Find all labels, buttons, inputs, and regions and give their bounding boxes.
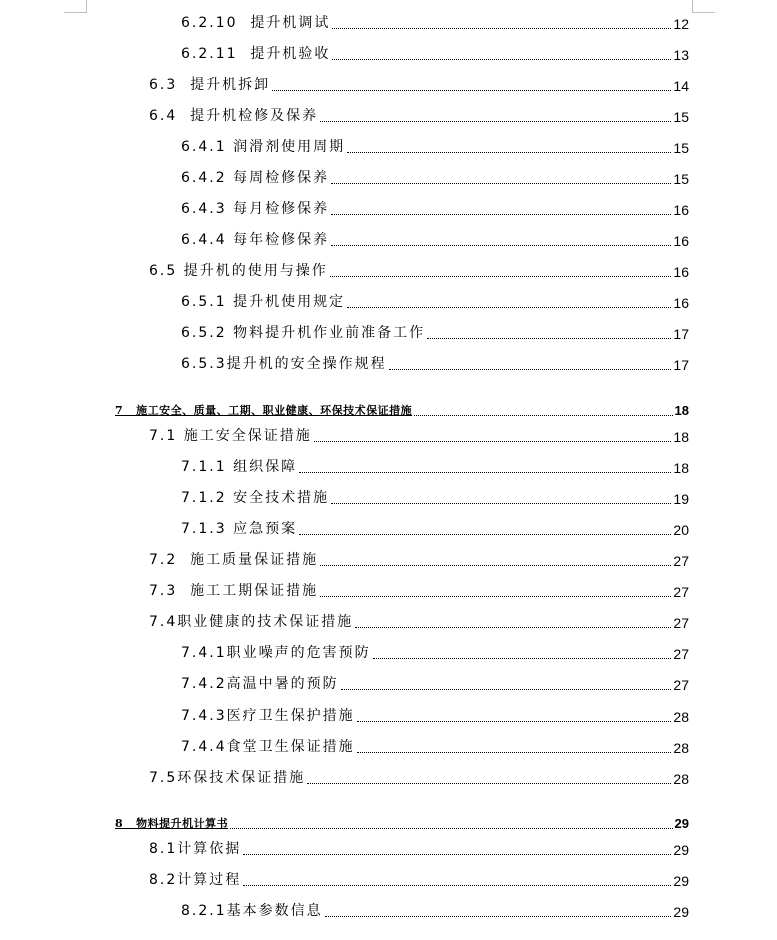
toc-entry[interactable] — [181, 736, 689, 756]
toc-entry-page: 28 — [673, 740, 689, 756]
toc-entry[interactable] — [181, 322, 689, 342]
toc-entry[interactable] — [149, 260, 689, 280]
toc-entry[interactable] — [149, 611, 689, 631]
toc-entry-label: 6.2.10 提升机调试 — [181, 15, 331, 31]
toc-entry-page: 27 — [673, 677, 689, 693]
toc-entry-page: 28 — [673, 709, 689, 725]
toc-leader — [332, 58, 671, 60]
toc-entry[interactable] — [181, 456, 689, 476]
toc-entry-label: 6.5.3提升机的安全操作规程 — [181, 356, 387, 372]
toc-entry-label: 7.4职业健康的技术保证措施 — [149, 614, 354, 630]
toc-leader — [320, 564, 671, 566]
toc-entry-label: 7.1.3 应急预案 — [181, 521, 298, 537]
toc-entry-page: 17 — [673, 326, 689, 342]
toc-leader — [331, 213, 671, 215]
toc-entry-page: 16 — [673, 295, 689, 311]
toc-entry[interactable] — [181, 43, 689, 63]
toc-entry-page: 14 — [673, 78, 689, 94]
toc-entry-label: 6.5.2 物料提升机作业前准备工作 — [181, 325, 426, 341]
toc-leader — [299, 471, 671, 473]
toc-entry-page: 29 — [674, 816, 689, 831]
toc-entry-label: 6.2.11 提升机验收 — [181, 46, 331, 62]
toc-leader — [299, 533, 671, 535]
toc-entry[interactable] — [149, 838, 689, 858]
toc-entry[interactable] — [149, 74, 689, 94]
toc-entry[interactable] — [149, 580, 689, 600]
toc-entry[interactable] — [181, 12, 689, 32]
toc-entry-label: 8 物料提升机计算书 — [115, 817, 229, 830]
toc-entry[interactable] — [181, 291, 689, 311]
toc-entry[interactable] — [181, 167, 689, 187]
toc-entry-page: 16 — [673, 264, 689, 280]
toc-entry-label: 7.4.2高温中暑的预防 — [181, 676, 339, 692]
toc-entry[interactable] — [149, 767, 689, 787]
toc-leader — [320, 595, 671, 597]
toc-leader — [230, 827, 672, 829]
toc-leader — [332, 27, 671, 29]
toc-entry-page: 17 — [673, 357, 689, 373]
toc-entry-page: 18 — [673, 460, 689, 476]
toc-leader — [347, 306, 671, 308]
toc-entry-label: 6.4.2 每周检修保养 — [181, 170, 330, 186]
toc-entry-label: 7 施工安全、质量、工期、职业健康、环保技术保证措施 — [115, 404, 413, 417]
toc-entry-page: 27 — [673, 584, 689, 600]
toc-entry[interactable] — [149, 869, 689, 889]
toc-leader — [325, 915, 672, 917]
toc-leader — [373, 657, 672, 659]
toc-entry-page: 16 — [673, 202, 689, 218]
toc-entry-page: 15 — [673, 140, 689, 156]
toc-entry-label: 6.4.4 每年检修保养 — [181, 232, 330, 248]
toc-entry-page: 28 — [673, 771, 689, 787]
toc-entry-page: 29 — [673, 904, 689, 920]
toc-leader — [272, 89, 671, 91]
toc-entry-label: 7.4.4食堂卫生保证措施 — [181, 739, 355, 755]
toc-leader — [330, 275, 672, 277]
toc-chapter-entry[interactable] — [115, 398, 689, 418]
toc-entry[interactable] — [181, 198, 689, 218]
toc-entry-label: 6.4 提升机检修及保养 — [149, 108, 319, 124]
toc-entry-page: 29 — [673, 873, 689, 889]
toc-entry-page: 27 — [673, 615, 689, 631]
toc-entry[interactable] — [181, 900, 689, 920]
toc-entry-page: 15 — [673, 109, 689, 125]
toc-entry-page: 16 — [673, 233, 689, 249]
toc-entry[interactable] — [181, 229, 689, 249]
toc-leader — [320, 120, 671, 122]
toc-entry-label: 7.1 施工安全保证措施 — [149, 428, 312, 444]
toc-entry-label: 7.2 施工质量保证措施 — [149, 552, 319, 568]
toc-leader — [355, 626, 671, 628]
toc-entry[interactable] — [181, 353, 689, 373]
toc-entry[interactable] — [149, 425, 689, 445]
toc-entry-page: 27 — [673, 553, 689, 569]
toc-leader — [427, 337, 671, 339]
toc-entry-label: 6.4.1 润滑剂使用周期 — [181, 139, 346, 155]
toc-leader — [314, 440, 672, 442]
toc-entry-page: 18 — [674, 403, 689, 418]
toc-entry-label: 7.5环保技术保证措施 — [149, 770, 306, 786]
toc-entry-label: 7.3 施工工期保证措施 — [149, 583, 319, 599]
toc-entry-label: 8.2.1基本参数信息 — [181, 903, 323, 919]
toc-entry[interactable] — [149, 105, 689, 125]
toc-leader — [414, 414, 672, 416]
toc-entry-page: 27 — [673, 646, 689, 662]
toc-leader — [347, 151, 671, 153]
toc-entry[interactable] — [181, 642, 689, 662]
toc-entry-page: 12 — [673, 16, 689, 32]
toc-entry-page: 19 — [673, 491, 689, 507]
toc-leader — [357, 720, 672, 722]
toc-entry-page: 29 — [673, 842, 689, 858]
toc-leader — [307, 782, 671, 784]
toc-entry-page: 13 — [673, 47, 689, 63]
toc-leader — [243, 884, 671, 886]
toc-entry-label: 8.1计算依据 — [149, 841, 242, 857]
toc-leader — [341, 688, 672, 690]
toc-entry-label: 7.4.3医疗卫生保护措施 — [181, 708, 355, 724]
toc-entry-page: 20 — [673, 522, 689, 538]
toc-leader — [331, 244, 671, 246]
toc-entry[interactable] — [181, 705, 689, 725]
toc-leader — [331, 502, 671, 504]
toc-entry-label: 7.4.1职业噪声的危害预防 — [181, 645, 371, 661]
toc-leader — [357, 751, 672, 753]
toc-entry-label: 6.5 提升机的使用与操作 — [149, 263, 328, 279]
toc-entry-page: 15 — [673, 171, 689, 187]
toc-entry-label: 7.1.1 组织保障 — [181, 459, 298, 475]
page-corner-mark-left — [64, 0, 87, 13]
toc-entry-label: 6.4.3 每月检修保养 — [181, 201, 330, 217]
toc-entry[interactable] — [149, 549, 689, 569]
toc-entry[interactable] — [181, 487, 689, 507]
toc-chapter-entry[interactable] — [115, 811, 689, 831]
toc-leader — [331, 182, 671, 184]
toc-leader — [243, 853, 671, 855]
toc-entry-page: 18 — [673, 429, 689, 445]
toc-entry[interactable] — [181, 136, 689, 156]
toc-entry-label: 6.3 提升机拆卸 — [149, 77, 271, 93]
toc-entry-label: 7.1.2 安全技术措施 — [181, 490, 330, 506]
toc-entry[interactable] — [181, 673, 689, 693]
page-corner-mark-right — [692, 0, 715, 13]
toc-entry[interactable] — [181, 518, 689, 538]
toc-entry-label: 6.5.1 提升机使用规定 — [181, 294, 346, 310]
toc-entry-label: 8.2计算过程 — [149, 872, 242, 888]
toc-leader — [389, 368, 672, 370]
